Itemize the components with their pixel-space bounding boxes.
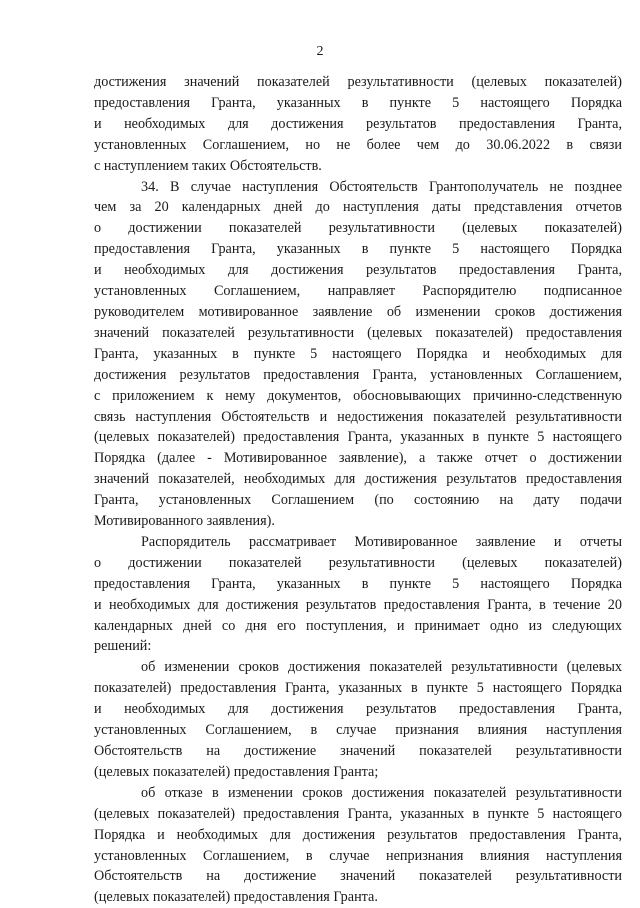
text-line: (целевых показателей) предоставления Гранта, указанных в пункте 5 настоящего [94, 429, 622, 446]
text-line: Распорядитель рассматривает Мотивированное заявление и отчеты [141, 533, 622, 550]
text-line: установленных Соглашением, в случае непризнания влияния наступления [94, 847, 622, 864]
paragraph-distributor-review [94, 532, 622, 657]
paragraph-continuation [94, 72, 622, 177]
text-line: установленных Соглашением, но не более чем до 30.06.2022 в связи [94, 136, 622, 153]
text-line: и необходимых для достижения результатов предоставления Гранта, [94, 115, 622, 132]
text-line: связь наступления Обстоятельств и недостижения показателей результативности [94, 408, 622, 425]
text-line: (целевых показателей) предоставления Гранта. [94, 889, 378, 906]
text-line: календарных дней со дня его поступления, и принимает одно из следующих [94, 617, 622, 634]
text-line: значений показателей результативности (целевых показателей) предоставления [94, 324, 622, 341]
text-line: Обстоятельств на достижение значений показателей результативности [94, 743, 622, 759]
text-line: о достижении показателей результативности (целевых показателей) [94, 220, 622, 237]
text-line: Порядка (далее - Мотивированное заявление), а также отчет о достижении [94, 450, 622, 467]
text-line: с наступлением таких Обстоятельств. [94, 157, 322, 174]
text-line: об отказе в изменении сроков достижения показателей результативности [141, 784, 622, 801]
text-line: решений: [94, 638, 152, 655]
text-line: значений показателей, необходимых для достижения результатов предоставления [94, 471, 622, 488]
text-line: Гранта, установленных Соглашением (по состоянию на дату подачи [94, 492, 622, 509]
text-line: Порядка и необходимых для достижения результатов предоставления Гранта, [94, 826, 622, 843]
text-line: достижения результатов предоставления Гранта, установленных Соглашением, [94, 366, 622, 383]
paragraph-decision-refuse [94, 783, 622, 908]
text-line: показателей) предоставления Гранта, указанных в пункте 5 настоящего Порядка [94, 680, 622, 697]
text-line: достижения значений показателей результативности (целевых показателей) [94, 74, 622, 90]
text-line: чем за 20 календарных дней до наступления даты представления отчетов [94, 199, 622, 216]
text-line: 34. В случае наступления Обстоятельств Грантополучатель не позднее [141, 178, 622, 195]
text-line: Обстоятельств на достижение значений показателей результативности [94, 868, 622, 885]
document-body [94, 72, 622, 908]
page-number: 2 [316, 44, 324, 59]
text-line: установленных Соглашением, в случае признания влияния наступления [94, 722, 622, 739]
text-line: и необходимых для достижения результатов предоставления Гранта, в течение 20 [94, 596, 622, 613]
text-line: о достижении показателей результативности (целевых показателей) [94, 554, 622, 571]
text-line: Мотивированного заявления). [94, 513, 275, 530]
text-line: предоставления Гранта, указанных в пункте 5 настоящего Порядка [94, 94, 622, 111]
text-line: с приложением к нему документов, обосновывающих причинно-следственную [94, 387, 622, 404]
text-line: и необходимых для достижения результатов предоставления Гранта, [94, 262, 622, 279]
paragraph-item-34 [94, 177, 622, 532]
text-line: Гранта, указанных в пункте 5 настоящего Порядка и необходимых для [94, 345, 622, 362]
text-line: (целевых показателей) предоставления Гранта, указанных в пункте 5 настоящего [94, 805, 622, 822]
paragraph-decision-change [94, 657, 622, 782]
text-line: руководителем мотивированное заявление об изменении сроков достижения [94, 303, 622, 320]
text-line: об изменении сроков достижения показателей результативности (целевых [141, 659, 622, 676]
text-line: (целевых показателей) предоставления Гранта; [94, 763, 379, 780]
text-line: предоставления Гранта, указанных в пункте 5 настоящего Порядка [94, 575, 622, 592]
text-line: предоставления Гранта, указанных в пункте 5 настоящего Порядка [94, 241, 622, 258]
text-line: и необходимых для достижения результатов предоставления Гранта, [94, 701, 622, 718]
text-line: установленных Соглашением, направляет Распорядителю подписанное [94, 283, 622, 300]
